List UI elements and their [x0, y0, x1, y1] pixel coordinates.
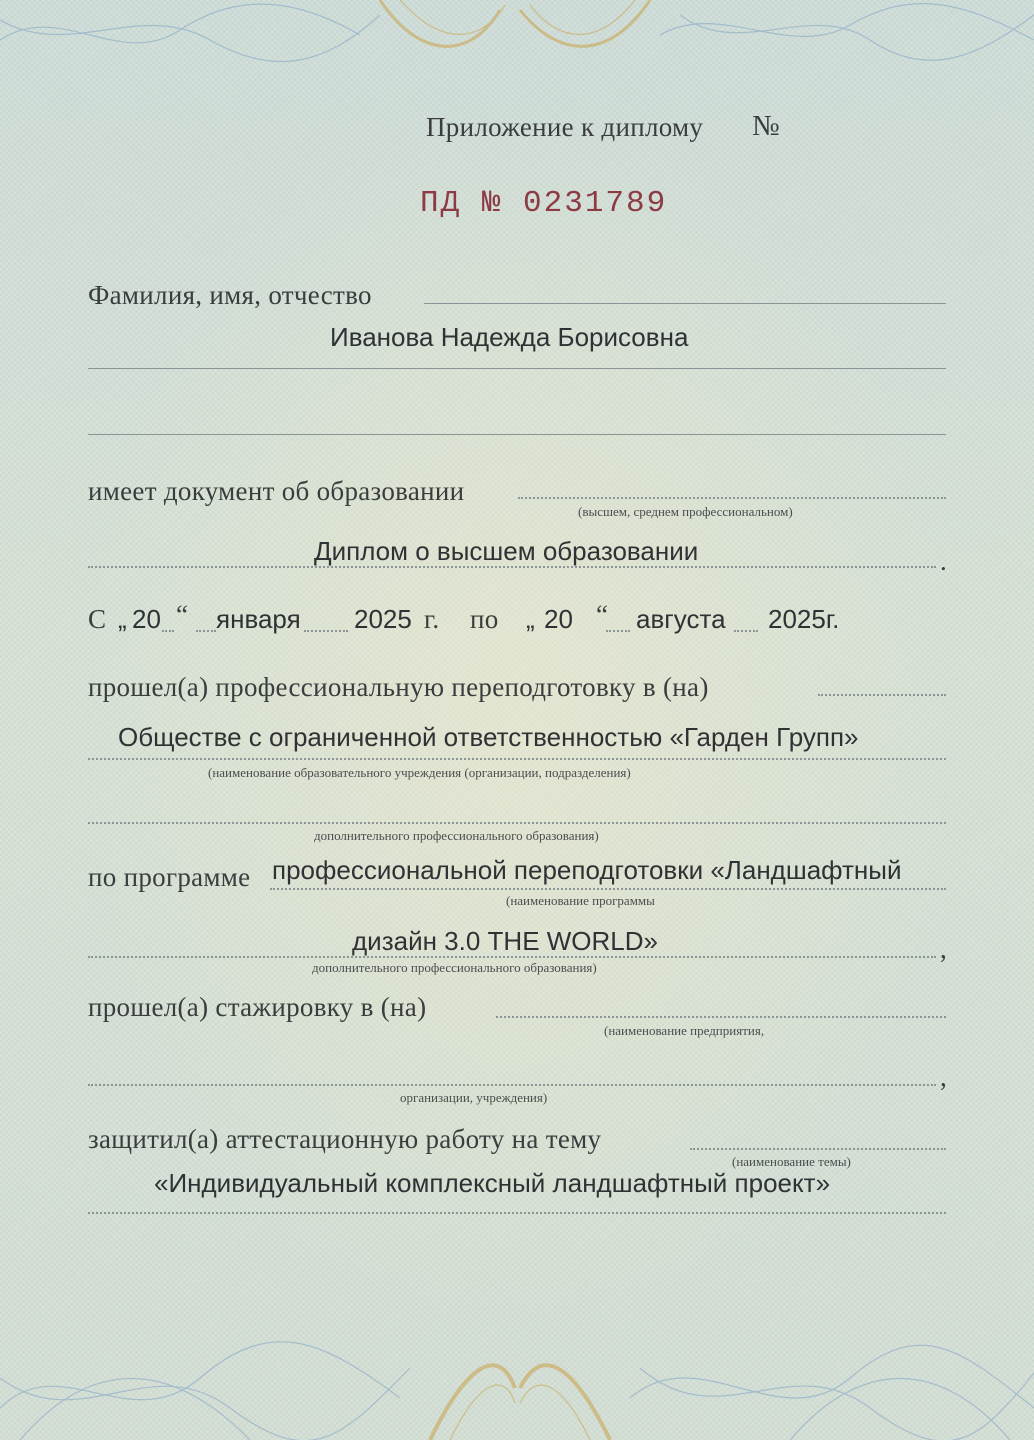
education-end-mark: .: [940, 546, 948, 576]
full-name-line-2: [88, 368, 946, 369]
period-from-month: января: [216, 604, 301, 634]
period-close-quote-1: “: [176, 600, 189, 630]
guilloche-top-ornament: [0, 0, 1034, 70]
internship-end-mark: ,: [940, 1062, 948, 1092]
period-from-year: 2025: [354, 604, 412, 634]
program-end-mark: ,: [940, 934, 948, 964]
education-hint: (высшем, среднем профессиональном): [578, 504, 793, 519]
program-hint-2: дополнительного профессионального образования): [312, 960, 597, 975]
period-year-suffix: г.: [424, 604, 440, 634]
thesis-label: защитил(а) аттестационную работу на тему: [88, 1124, 602, 1154]
internship-line-2: [88, 1084, 936, 1086]
full-name-line-1: [424, 303, 946, 304]
period-to-year: 2025г.: [768, 604, 840, 634]
full-name-line-3: [88, 434, 946, 435]
program-line-1: [270, 888, 946, 890]
program-value-line-2: дизайн 3.0 THE WORLD»: [352, 926, 659, 956]
period-to-month: августа: [636, 604, 726, 634]
period-dots-1: [162, 630, 174, 632]
guilloche-bottom-ornament: [0, 1318, 1034, 1440]
program-hint-1: (наименование программы: [506, 893, 655, 908]
retraining-line-3: [88, 822, 946, 824]
program-value-line-1: профессиональной переподготовки «Ландшафтный: [272, 855, 902, 885]
program-line-2: [88, 956, 936, 958]
period-open-quote-1: „: [118, 604, 127, 634]
period-to-label: по: [470, 604, 499, 634]
period-dots-3: [304, 630, 348, 632]
retraining-hint-2: дополнительного профессионального образования): [314, 828, 599, 843]
internship-line-1: [496, 1016, 946, 1018]
document-title: Приложение к диплому: [426, 112, 704, 142]
retraining-line-2: [88, 758, 946, 760]
period-close-quote-2: “: [596, 600, 609, 630]
retraining-line-1: [818, 694, 946, 696]
retraining-label: прошел(а) профессиональную переподготовку в (на): [88, 672, 709, 702]
internship-hint-1: (наименование предприятия,: [604, 1023, 765, 1038]
education-label: имеет документ об образовании: [88, 476, 465, 506]
number-sign: №: [752, 110, 780, 142]
full-name-value: Иванова Надежда Борисовна: [330, 322, 689, 352]
period-open-quote-2: „: [526, 604, 535, 634]
retraining-organization: Обществе с ограниченной ответственностью «Гарден Групп»: [118, 722, 859, 752]
education-line-2: [88, 566, 936, 568]
period-dots-4: [606, 630, 630, 632]
education-value: Диплом о высшем образовании: [314, 536, 699, 566]
thesis-line-2: [88, 1212, 946, 1214]
thesis-hint: (наименование темы): [732, 1154, 851, 1169]
period-from-day: 20: [132, 604, 161, 634]
period-to-day: 20: [544, 604, 573, 634]
period-dots-5: [734, 630, 758, 632]
program-label: по программе: [88, 862, 251, 892]
period-from-prefix: С: [88, 604, 107, 634]
internship-hint-2: организации, учреждения): [400, 1090, 548, 1105]
period-dots-2: [196, 630, 216, 632]
thesis-line-1: [690, 1148, 946, 1150]
internship-label: прошел(а) стажировку в (на): [88, 992, 427, 1022]
full-name-label: Фамилия, имя, отчество: [88, 280, 372, 310]
retraining-hint-1: (наименование образовательного учреждения (организации, подразделения): [208, 765, 631, 780]
serial-number: ПД № 0231789: [420, 186, 668, 221]
thesis-value: «Индивидуальный комплексный ландшафтный проект»: [154, 1168, 831, 1198]
education-line-1: [518, 497, 946, 499]
